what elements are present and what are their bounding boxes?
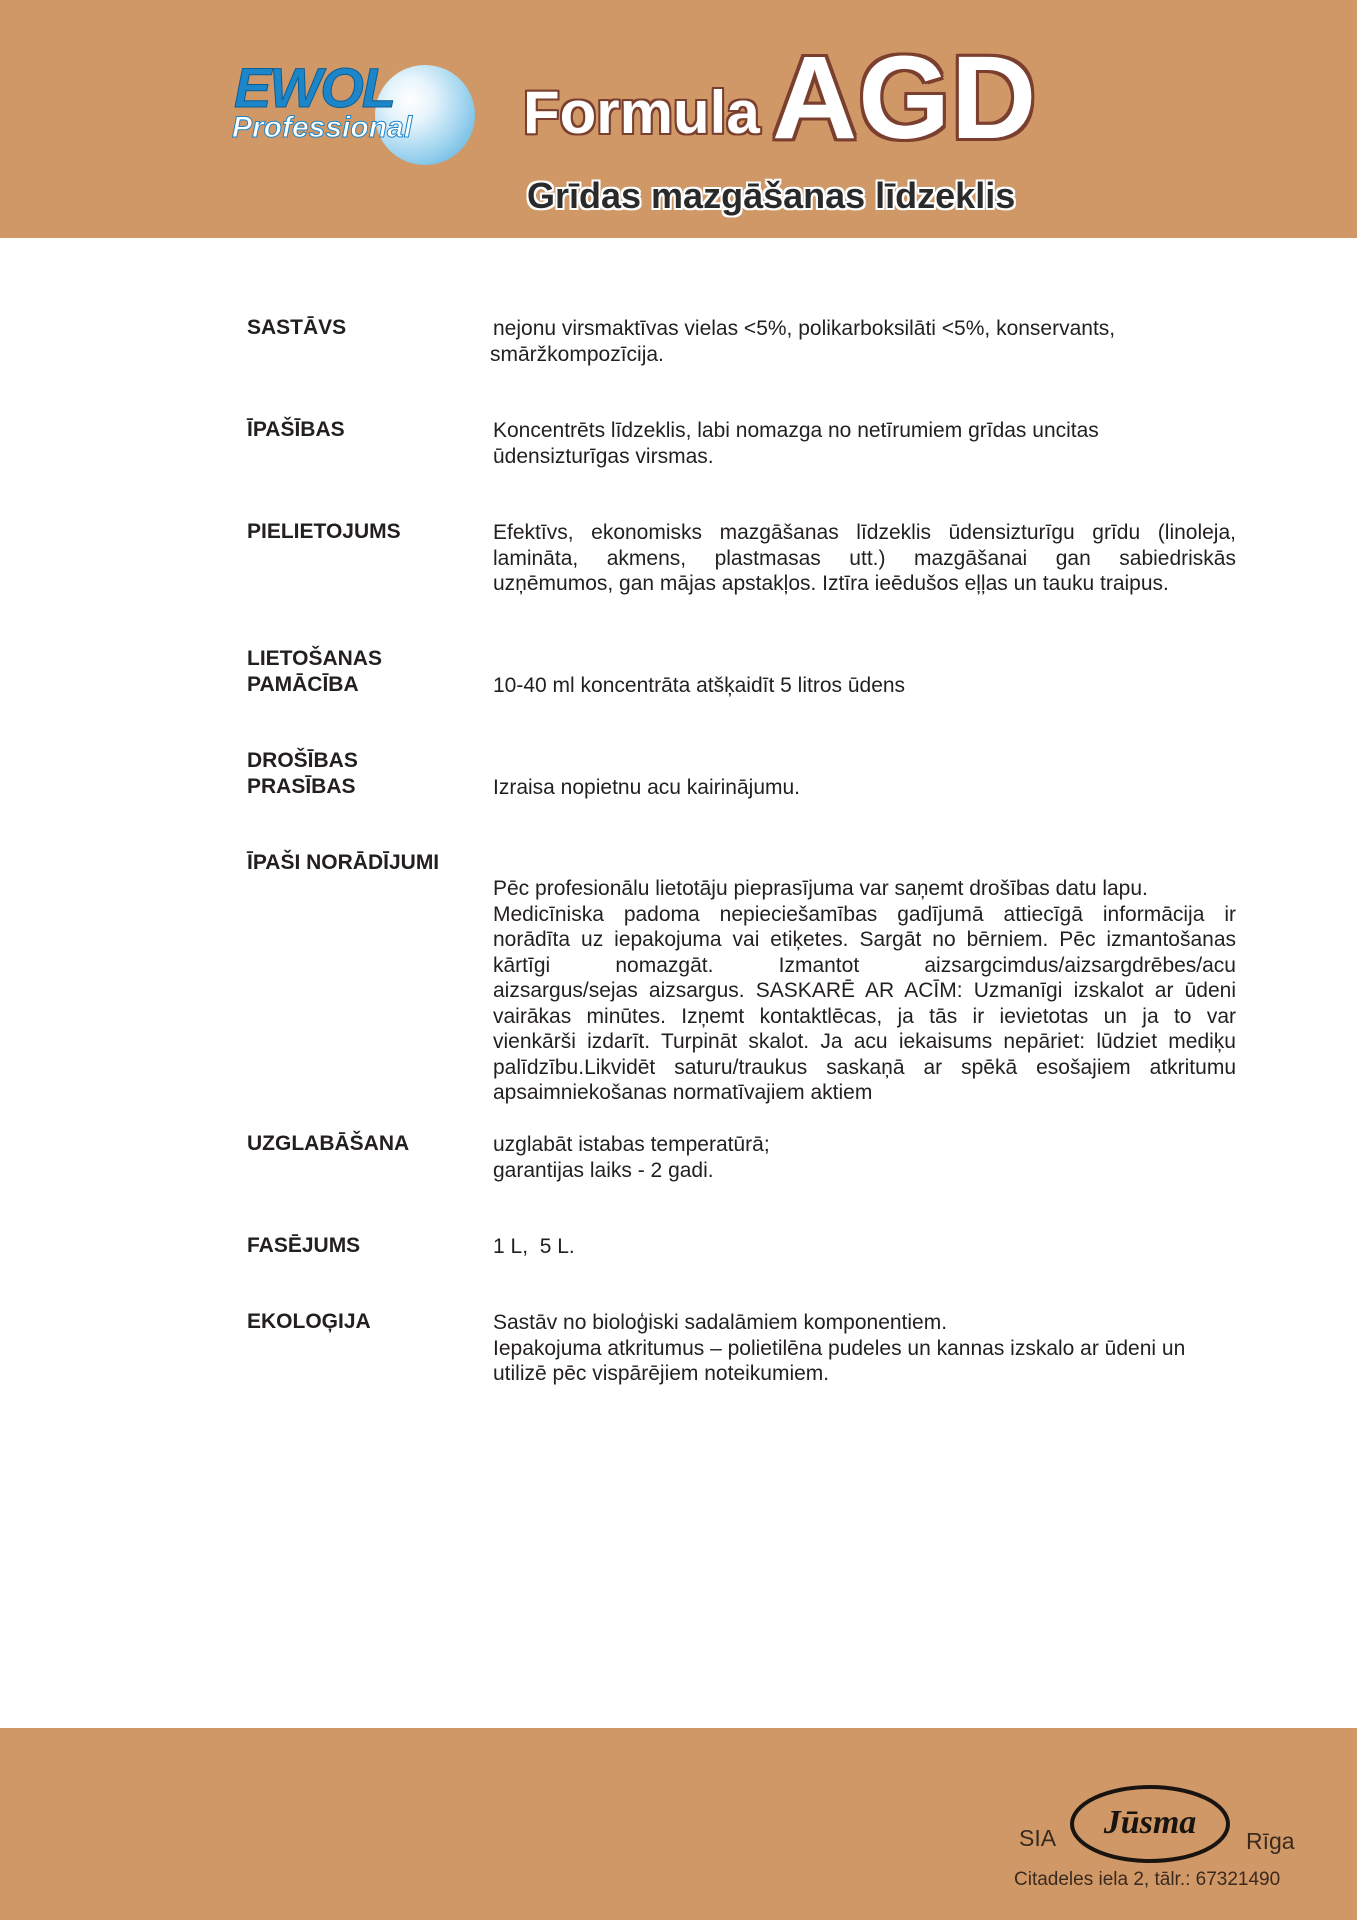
label-line: LIETOŠANAS — [247, 647, 382, 670]
value-line: apsaimniekošanas normatīvajiem aktiem — [493, 1081, 873, 1104]
value-line: Efektīvs, ekonomisks mazgāšanas līdzeklis ūdensizturīgu grīdu (linoleja, — [493, 521, 1236, 544]
value-line: ūdensizturīgas virsmas. — [493, 444, 714, 468]
value-line: vairākas minūtes. Izņemt kontaktlēcas, ja tās ir ievietotas un ja to var — [493, 1004, 1236, 1028]
jusma-logo-text: Jūsma — [1103, 1804, 1197, 1841]
footer-city: Rīga — [1246, 1828, 1295, 1854]
value-line: Iepakojuma atkritumus – polietilēna pudeles un kannas izskalo ar ūdeni un — [493, 1336, 1186, 1360]
section-label-packaging — [247, 1233, 467, 1259]
section-value-special-notes — [493, 876, 1236, 1106]
value-line: lamināta, akmens, plastmasas utt.) mazgāšanai gan sabiedriskās — [493, 546, 1236, 570]
label-line: DROŠĪBAS — [247, 749, 358, 772]
value-line: norādīta uz iepakojuma vai etiķetes. Sargāt no bērniem. Pēc izmantošanas — [493, 928, 1236, 951]
section-value-instructions — [493, 673, 1236, 699]
value-line: Izraisa nopietnu acu kairinājumu. — [493, 776, 801, 799]
label-line: NORĀDĪJUMI — [306, 851, 440, 874]
section-value-usage — [493, 520, 1236, 597]
label-line: UZGLABĀŠANA — [247, 1132, 410, 1155]
section-value-properties — [493, 418, 1236, 469]
label-line: EKOLOĢIJA — [247, 1310, 371, 1333]
label-line: FASĒJUMS — [247, 1234, 361, 1257]
logo-sub-text: Professional — [232, 111, 413, 144]
label-line: PIELIETOJUMS — [247, 520, 401, 543]
section-value-storage — [493, 1132, 1236, 1183]
section-value-composition — [490, 316, 1236, 367]
product-title-prefix: Formula — [523, 79, 760, 146]
section-label-instructions — [247, 646, 467, 698]
logo-brand-text: EWOL — [234, 56, 394, 119]
section-label-storage — [247, 1131, 467, 1157]
value-line: garantijas laiks - 2 gadi. — [493, 1158, 714, 1182]
product-title-main: AGD — [772, 32, 1038, 164]
section-label-usage — [247, 519, 467, 545]
section-label-safety — [247, 748, 467, 800]
value-line: uzglabāt istabas temperatūrā; — [493, 1133, 770, 1156]
value-line: Koncentrēts līdzeklis, labi nomazga no netīrumiem grīdas uncitas — [493, 419, 1099, 442]
header-band — [0, 0, 1357, 238]
footer-company-prefix: SIA — [1019, 1825, 1057, 1851]
section-value-ecology — [493, 1310, 1236, 1387]
value-line: smāržkompozīcija. — [490, 342, 664, 366]
label-line: PRASĪBAS — [247, 775, 356, 798]
value-line: utilizē pēc vispārējiem noteikumiem. — [493, 1362, 830, 1385]
section-label-composition — [247, 315, 467, 341]
label-line: ĪPAŠĪBAS — [247, 418, 345, 441]
value-line: aizsargus/sejas aizsargus. SASKARĒ AR ACĪM: Uzmanīgi izskalot ar ūdeni — [493, 979, 1236, 1002]
section-label-special-notes — [247, 850, 467, 876]
value-line: vienkārši izdarīt. Turpināt skalot. Ja acu iekaisums nepāriet: lūdziet mediķu — [493, 1030, 1236, 1053]
value-line: 1 L, 5 L. — [493, 1235, 575, 1258]
section-label-properties — [247, 417, 467, 443]
value-line: 10-40 ml koncentrāta atšķaidīt 5 litros ūdens — [493, 674, 906, 697]
value-line: palīdzību.Likvidēt saturu/traukus saskaņā ar spēkā esošajiem atkritumu — [493, 1055, 1236, 1079]
section-value-safety — [493, 775, 1236, 801]
section-label-ecology — [247, 1309, 467, 1335]
label-line: ĪPAŠI — [247, 851, 301, 874]
value-line: nejonu virsmaktīvas vielas <5%, polikarboksilāti <5%, konservants, — [493, 317, 1116, 340]
jusma-logo — [1068, 1783, 1232, 1865]
value-line: Pēc profesionālu lietotāju pieprasījuma var saņemt drošības datu lapu. — [493, 877, 1148, 900]
label-line: PAMĀCĪBA — [247, 673, 359, 696]
section-value-packaging — [493, 1234, 1236, 1260]
label-line: SASTĀVS — [247, 316, 347, 339]
value-line: uzņēmumos, gan mājas apstakļos. Iztīra ieēdušos eļļas un tauku traipus. — [493, 572, 1169, 595]
ewol-professional-logo — [230, 55, 460, 170]
product-subtitle: Grīdas mazgāšanas līdzeklis — [527, 175, 1016, 216]
value-line: Medicīniska padoma nepieciešamības gadījumā attiecīgā informācija ir — [493, 902, 1236, 926]
footer-address: Citadeles iela 2, tālr.: 67321490 — [1014, 1869, 1281, 1890]
value-line: Sastāv no bioloģiski sadalāmiem komponentiem. — [493, 1311, 948, 1334]
value-line: kārtīgi nomazgāt. Izmantot aizsargcimdus/aizsargdrēbes/acu — [493, 953, 1236, 977]
